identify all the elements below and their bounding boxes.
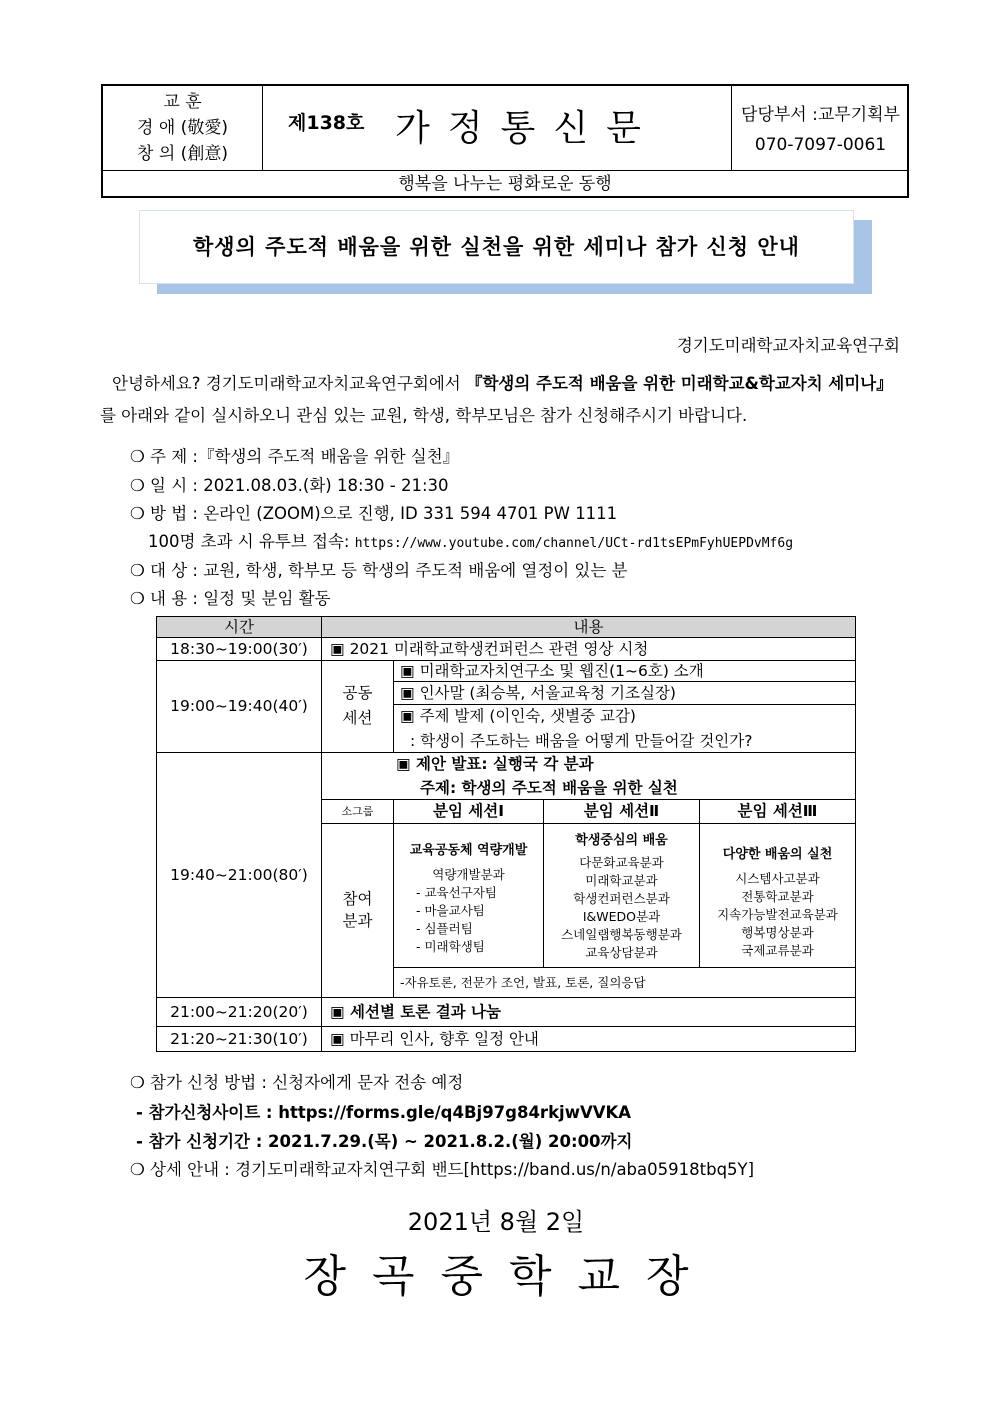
session-1-cell <box>393 823 544 968</box>
motto-line-2: 창 의 (創意) <box>137 144 228 164</box>
session-2-title: 학생중심의 배움 <box>575 833 668 848</box>
item-youtube <box>148 528 793 552</box>
department-phone: 070-7097-0061 <box>754 135 887 155</box>
session-1-title: 교육공동체 역량개발 <box>409 843 528 858</box>
item-date: ❍ 일 시 : 2021.08.03.(화) 18:30 - 21:30 <box>130 476 449 495</box>
row5-time: 21:20~21:30(10′) <box>156 1026 322 1052</box>
session-2-item: 다문화교육분과 <box>579 855 664 870</box>
session-3-cell <box>699 823 856 968</box>
row3-note: -자유토론, 전문가 조언, 발표, 토론, 질의응답 <box>393 967 856 998</box>
session-2-cell <box>543 823 700 968</box>
row2-item-b: ▣ 인사말 (최승복, 서울교육청 기조실장) <box>393 681 856 705</box>
row3-time: 19:40~21:00(80′) <box>156 752 322 998</box>
row1-time: 18:30~19:00(30′) <box>156 637 322 661</box>
row2-group-line-2: 세션 <box>342 709 373 727</box>
item-target: ❍ 대 상 : 교원, 학생, 학부모 등 학생의 주도적 배움에 열정이 있는 분 <box>130 561 628 580</box>
row3-group-line-2: 분과 <box>342 912 373 930</box>
youtube-link[interactable]: https://www.youtube.com/channel/UCt-rd1tsEPmFyhUEPDvMf6g <box>354 536 794 551</box>
session-2-item: 학생컨퍼런스분과 <box>573 891 670 906</box>
item-method: ❍ 방 법 : 온라인 (ZOOM)으로 진행, ID 331 594 4701 PW 1111 <box>130 504 618 523</box>
intro-line-1 <box>112 370 893 394</box>
motto-line-1: 경 애 (敬愛) <box>137 118 228 138</box>
sender-name: 경기도미래학교자치교육연구회 <box>676 336 900 355</box>
session-3-item: 전통학교분과 <box>741 889 814 904</box>
session-3-item: 시스템사고분과 <box>735 871 820 886</box>
apply-period: - 참가 신청기간 : 2021.7.29.(목) ~ 2021.8.2.(월) 20:00까지 <box>136 1132 633 1151</box>
session-1-item: - 심플러팀 <box>416 921 473 936</box>
row2-item-a: ▣ 미래학교자치연구소 및 웹진(1~6호) 소개 <box>393 660 856 682</box>
row5-content: ▣ 마무리 인사, 향후 일정 안내 <box>321 1026 856 1052</box>
session-2-item: 미래학교분과 <box>585 873 658 888</box>
session-1-item: 역량개발분과 <box>432 867 505 882</box>
school-slogan: 행복을 나누는 평화로운 동행 <box>103 170 907 198</box>
session-2-item: 교육상담분과 <box>585 945 658 960</box>
row1-content: ▣ 2021 미래학교학생컨퍼런스 관련 영상 시청 <box>321 637 856 661</box>
item-topic: ❍ 주 제 :『학생의 주도적 배움을 위한 실천』 <box>130 447 460 466</box>
youtube-label: 100명 초과 시 유투브 접속: <box>148 532 355 551</box>
row3-heading-1: ▣ 제안 발표: 실행국 각 분과 <box>396 755 594 773</box>
session-1-item: - 마을교사팀 <box>416 903 485 918</box>
intro-greeting: 안녕하세요? 경기도미래학교자치교육연구회에서 <box>112 374 466 393</box>
department-name: 담당부서 :교무기획부 <box>741 105 900 125</box>
row3-small-group: 소그룹 <box>321 799 394 824</box>
row2-item-c-title: ▣ 주제 발제 (이인숙, 샛별중 교감) <box>400 707 636 725</box>
session-3-item: 지속가능발전교육분과 <box>717 907 838 922</box>
session-2-item: I&WEDO분과 <box>582 909 661 924</box>
intro-seminar-name: 『학생의 주도적 배움을 위한 미래학교&학교자치 세미나』 <box>465 374 893 393</box>
row4-content: ▣ 세션별 토론 결과 나눔 <box>321 997 856 1027</box>
row2-group-line-1: 공동 <box>342 684 373 702</box>
session-2-item: 스네일랩행복동행분과 <box>561 927 682 942</box>
row2-item-c-desc: : 학생이 주도하는 배움을 어떻게 만들어갈 것인가? <box>410 732 753 750</box>
row2-time: 19:00~19:40(40′) <box>156 660 322 753</box>
row2-item-c <box>393 704 856 753</box>
session-3-item: 행복명상분과 <box>741 925 814 940</box>
session-2-header: 분임 세션Ⅱ <box>543 799 700 824</box>
school-motto <box>103 86 263 170</box>
row3-heading <box>321 752 856 800</box>
session-1-header: 분임 세션Ⅰ <box>393 799 544 824</box>
department-info <box>731 86 909 170</box>
row3-heading-2: 주제: 학생의 주도적 배움을 위한 실천 <box>420 779 678 797</box>
session-1-item: - 교육선구자팀 <box>416 885 497 900</box>
apply-detail: ❍ 상세 안내 : 경기도미래학교자치연구회 밴드[https://band.us/n/aba05918tbq5Y] <box>130 1160 755 1179</box>
newsletter-title: 가정통신문 <box>395 108 659 149</box>
row3-group-line-1: 참여 <box>342 890 373 908</box>
schedule-table <box>156 616 856 1052</box>
row3-group <box>321 823 394 998</box>
session-3-title: 다양한 배움의 실천 <box>722 847 833 862</box>
apply-method: ❍ 참가 신청 방법 : 신청자에게 문자 전송 예정 <box>130 1073 464 1092</box>
issue-number: 제138호 <box>288 112 365 134</box>
newsletter-header <box>101 84 909 198</box>
session-3-header: 분임 세션Ⅲ <box>699 799 856 824</box>
motto-label: 교 훈 <box>163 92 202 112</box>
intro-line-2: 를 아래와 같이 실시하오니 관심 있는 교원, 학생, 학부모님은 참가 신청해주시기 바랍니다. <box>100 406 748 425</box>
apply-site[interactable]: - 참가신청사이트 : https://forms.gle/q4Bj97g84rkjwVVKA <box>136 1103 632 1122</box>
session-3-item: 국제교류분과 <box>741 943 814 958</box>
document-title-banner: 학생의 주도적 배움을 위한 실천을 위한 세미나 참가 신청 안내 <box>139 210 854 284</box>
row2-group <box>321 660 394 753</box>
session-1-item: - 미래학생팀 <box>416 939 485 954</box>
principal-signature: 장곡중학교장 <box>303 1251 715 1302</box>
header-time: 시간 <box>156 616 322 638</box>
document-date: 2021년 8월 2일 <box>407 1208 585 1236</box>
header-content: 내용 <box>321 616 856 638</box>
item-content: ❍ 내 용 : 일정 및 분임 활동 <box>130 589 331 608</box>
row4-time: 21:00~21:20(20′) <box>156 997 322 1027</box>
